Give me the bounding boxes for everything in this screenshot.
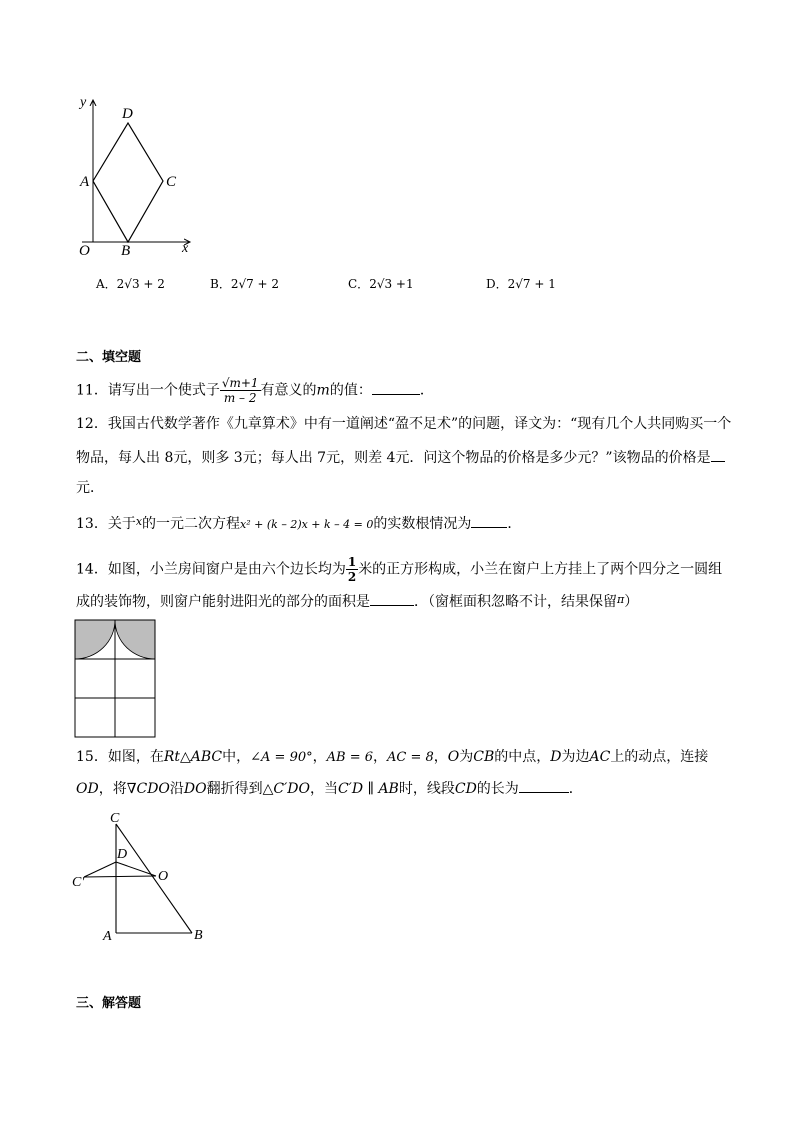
section-solve-title: 三、解答题 bbox=[76, 996, 142, 1011]
section-fill-in-title: 二、填空题 bbox=[76, 350, 142, 365]
q15-text-j: ，当 bbox=[309, 781, 338, 797]
q11-denominator: m – 2 bbox=[223, 391, 257, 405]
q15-text-d: 的中点， bbox=[494, 749, 551, 765]
q15-d: D bbox=[550, 749, 562, 765]
q12-line2-text: 物品，每人出 8元，则多 3元；每人出 7元，则差 4元．问这个物品的价格是多少元？”该物品的价格是 bbox=[76, 450, 711, 466]
q15-ac-side: AC bbox=[589, 749, 611, 765]
label-C: C bbox=[166, 174, 177, 190]
label-C: C bbox=[110, 811, 120, 826]
q15-text-b: 中， bbox=[222, 749, 251, 765]
question-13 bbox=[76, 512, 521, 535]
option-a bbox=[96, 274, 165, 294]
q11-numerator: √m+1 bbox=[221, 376, 259, 390]
q14-text: 14．如图，小兰房间窗户是由六个边长均为 bbox=[76, 561, 346, 578]
q14-line2-text: 成的装饰物，则窗户能射进阳光的部分的面积是 bbox=[76, 594, 370, 610]
q15-do: DO bbox=[183, 781, 207, 797]
q15-end: ． bbox=[568, 781, 583, 797]
label-D: D bbox=[122, 106, 133, 122]
q15-folded-triangle: △C′DO bbox=[262, 781, 310, 797]
rhombus-figure bbox=[72, 92, 202, 262]
question-14-line1 bbox=[76, 555, 722, 584]
label-B: B bbox=[121, 243, 131, 259]
q15-comma1: ， bbox=[312, 749, 327, 765]
q15-text-g: ，将 bbox=[98, 781, 127, 797]
label-D: D bbox=[117, 847, 128, 862]
option-b bbox=[210, 274, 279, 294]
option-b-letter: B． bbox=[210, 277, 231, 291]
q15-comma3: ， bbox=[433, 749, 448, 765]
option-c-letter: C． bbox=[348, 277, 370, 291]
q15-text-l: 的长为 bbox=[476, 781, 519, 797]
q15-text-k: 时，线段 bbox=[398, 781, 455, 797]
option-a-expr: 2√3 + 2 bbox=[116, 277, 165, 291]
question-11 bbox=[76, 376, 434, 405]
q15-angle: ∠A = 90° bbox=[250, 750, 313, 765]
q14-text-post: 米的正方形构成，小兰在窗户上方挂上了两个四分之一圆组 bbox=[358, 561, 723, 578]
q11-var: m bbox=[316, 382, 330, 399]
q15-cb: CB bbox=[473, 749, 495, 765]
q13-text-mid: 的一元二次方程 bbox=[142, 516, 241, 532]
q15-text-i: 翻折得到 bbox=[206, 781, 263, 797]
q11-text: 11．请写出一个使式子 bbox=[76, 382, 220, 399]
q15-o: O bbox=[447, 749, 460, 765]
q13-var: x bbox=[135, 515, 143, 528]
q11-fraction bbox=[220, 376, 261, 405]
window-figure bbox=[74, 619, 156, 738]
q14-line2-text-b: ．（窗框面积忽略不计，结果保留 bbox=[414, 594, 617, 610]
q14-close: ） bbox=[624, 594, 639, 610]
q12-answer-blank[interactable] bbox=[711, 447, 725, 462]
q13-text: 13．关于 bbox=[76, 516, 136, 532]
q15-cd: CD bbox=[454, 781, 477, 797]
q15-comma2: ， bbox=[373, 749, 387, 765]
q14-numerator: 1 bbox=[347, 555, 357, 569]
label-A: A bbox=[80, 174, 90, 190]
question-12-line3: 元． bbox=[76, 480, 104, 496]
q13-equation: x² + (k – 2)x + k – 4 = 0 bbox=[240, 518, 374, 531]
option-d-letter: D． bbox=[486, 277, 508, 291]
q11-text-post: 的值： bbox=[329, 382, 372, 399]
q11-answer-blank[interactable] bbox=[372, 380, 420, 395]
q15-parallel: C′D ∥ AB bbox=[337, 781, 399, 797]
q11-end: ． bbox=[419, 382, 434, 399]
q13-end: ． bbox=[507, 516, 522, 532]
question-15-line1 bbox=[76, 747, 708, 768]
q15-cdo: ∇CDO bbox=[126, 781, 170, 797]
question-12-line2 bbox=[76, 447, 725, 468]
option-c bbox=[348, 274, 414, 294]
q15-ab: AB = 6 bbox=[326, 750, 373, 765]
q13-answer-blank[interactable] bbox=[471, 513, 507, 528]
label-O: O bbox=[158, 869, 169, 884]
question-12-line1: 12．我国古代数学著作《九章算术》中有一道阐述“盈不足术”的问题，译文为：“现有几个人共同购买一个 bbox=[76, 416, 732, 432]
triangle-figure bbox=[70, 810, 215, 945]
q15-text-c: 为 bbox=[459, 749, 474, 765]
q15-od: OD bbox=[76, 781, 99, 797]
q15-text-a: 15．如图，在 bbox=[76, 749, 164, 765]
q14-pi: π bbox=[617, 593, 625, 606]
option-a-letter: A． bbox=[96, 277, 117, 291]
option-c-expr: 2√3 +1 bbox=[369, 277, 414, 291]
label-O: O bbox=[79, 243, 90, 259]
question-14-line2 bbox=[76, 590, 638, 612]
label-B: B bbox=[194, 928, 203, 943]
label-C-prime: C′ bbox=[72, 875, 85, 890]
question-15-line2 bbox=[76, 778, 583, 799]
q11-text-mid: 有意义的 bbox=[260, 382, 317, 399]
label-A: A bbox=[103, 929, 112, 944]
option-d-expr: 2√7 + 1 bbox=[507, 277, 556, 291]
q15-rt-triangle: Rt△ABC bbox=[163, 749, 223, 765]
q13-text-post: 的实数根情况为 bbox=[373, 516, 472, 532]
rhombus-abcd bbox=[93, 123, 163, 242]
q15-text-e: 为边 bbox=[561, 749, 590, 765]
q14-fraction bbox=[346, 555, 358, 584]
option-d bbox=[486, 274, 556, 294]
q14-denominator: 2 bbox=[347, 570, 357, 584]
q15-text-f: 上的动点，连接 bbox=[610, 749, 709, 765]
q14-answer-blank[interactable] bbox=[370, 591, 414, 606]
label-y: y bbox=[80, 95, 87, 110]
option-b-expr: 2√7 + 2 bbox=[230, 277, 280, 291]
q15-text-h: 沿 bbox=[169, 781, 184, 797]
label-x: x bbox=[182, 241, 189, 256]
q15-answer-blank[interactable] bbox=[519, 778, 569, 793]
q15-ac: AC = 8 bbox=[387, 750, 434, 765]
